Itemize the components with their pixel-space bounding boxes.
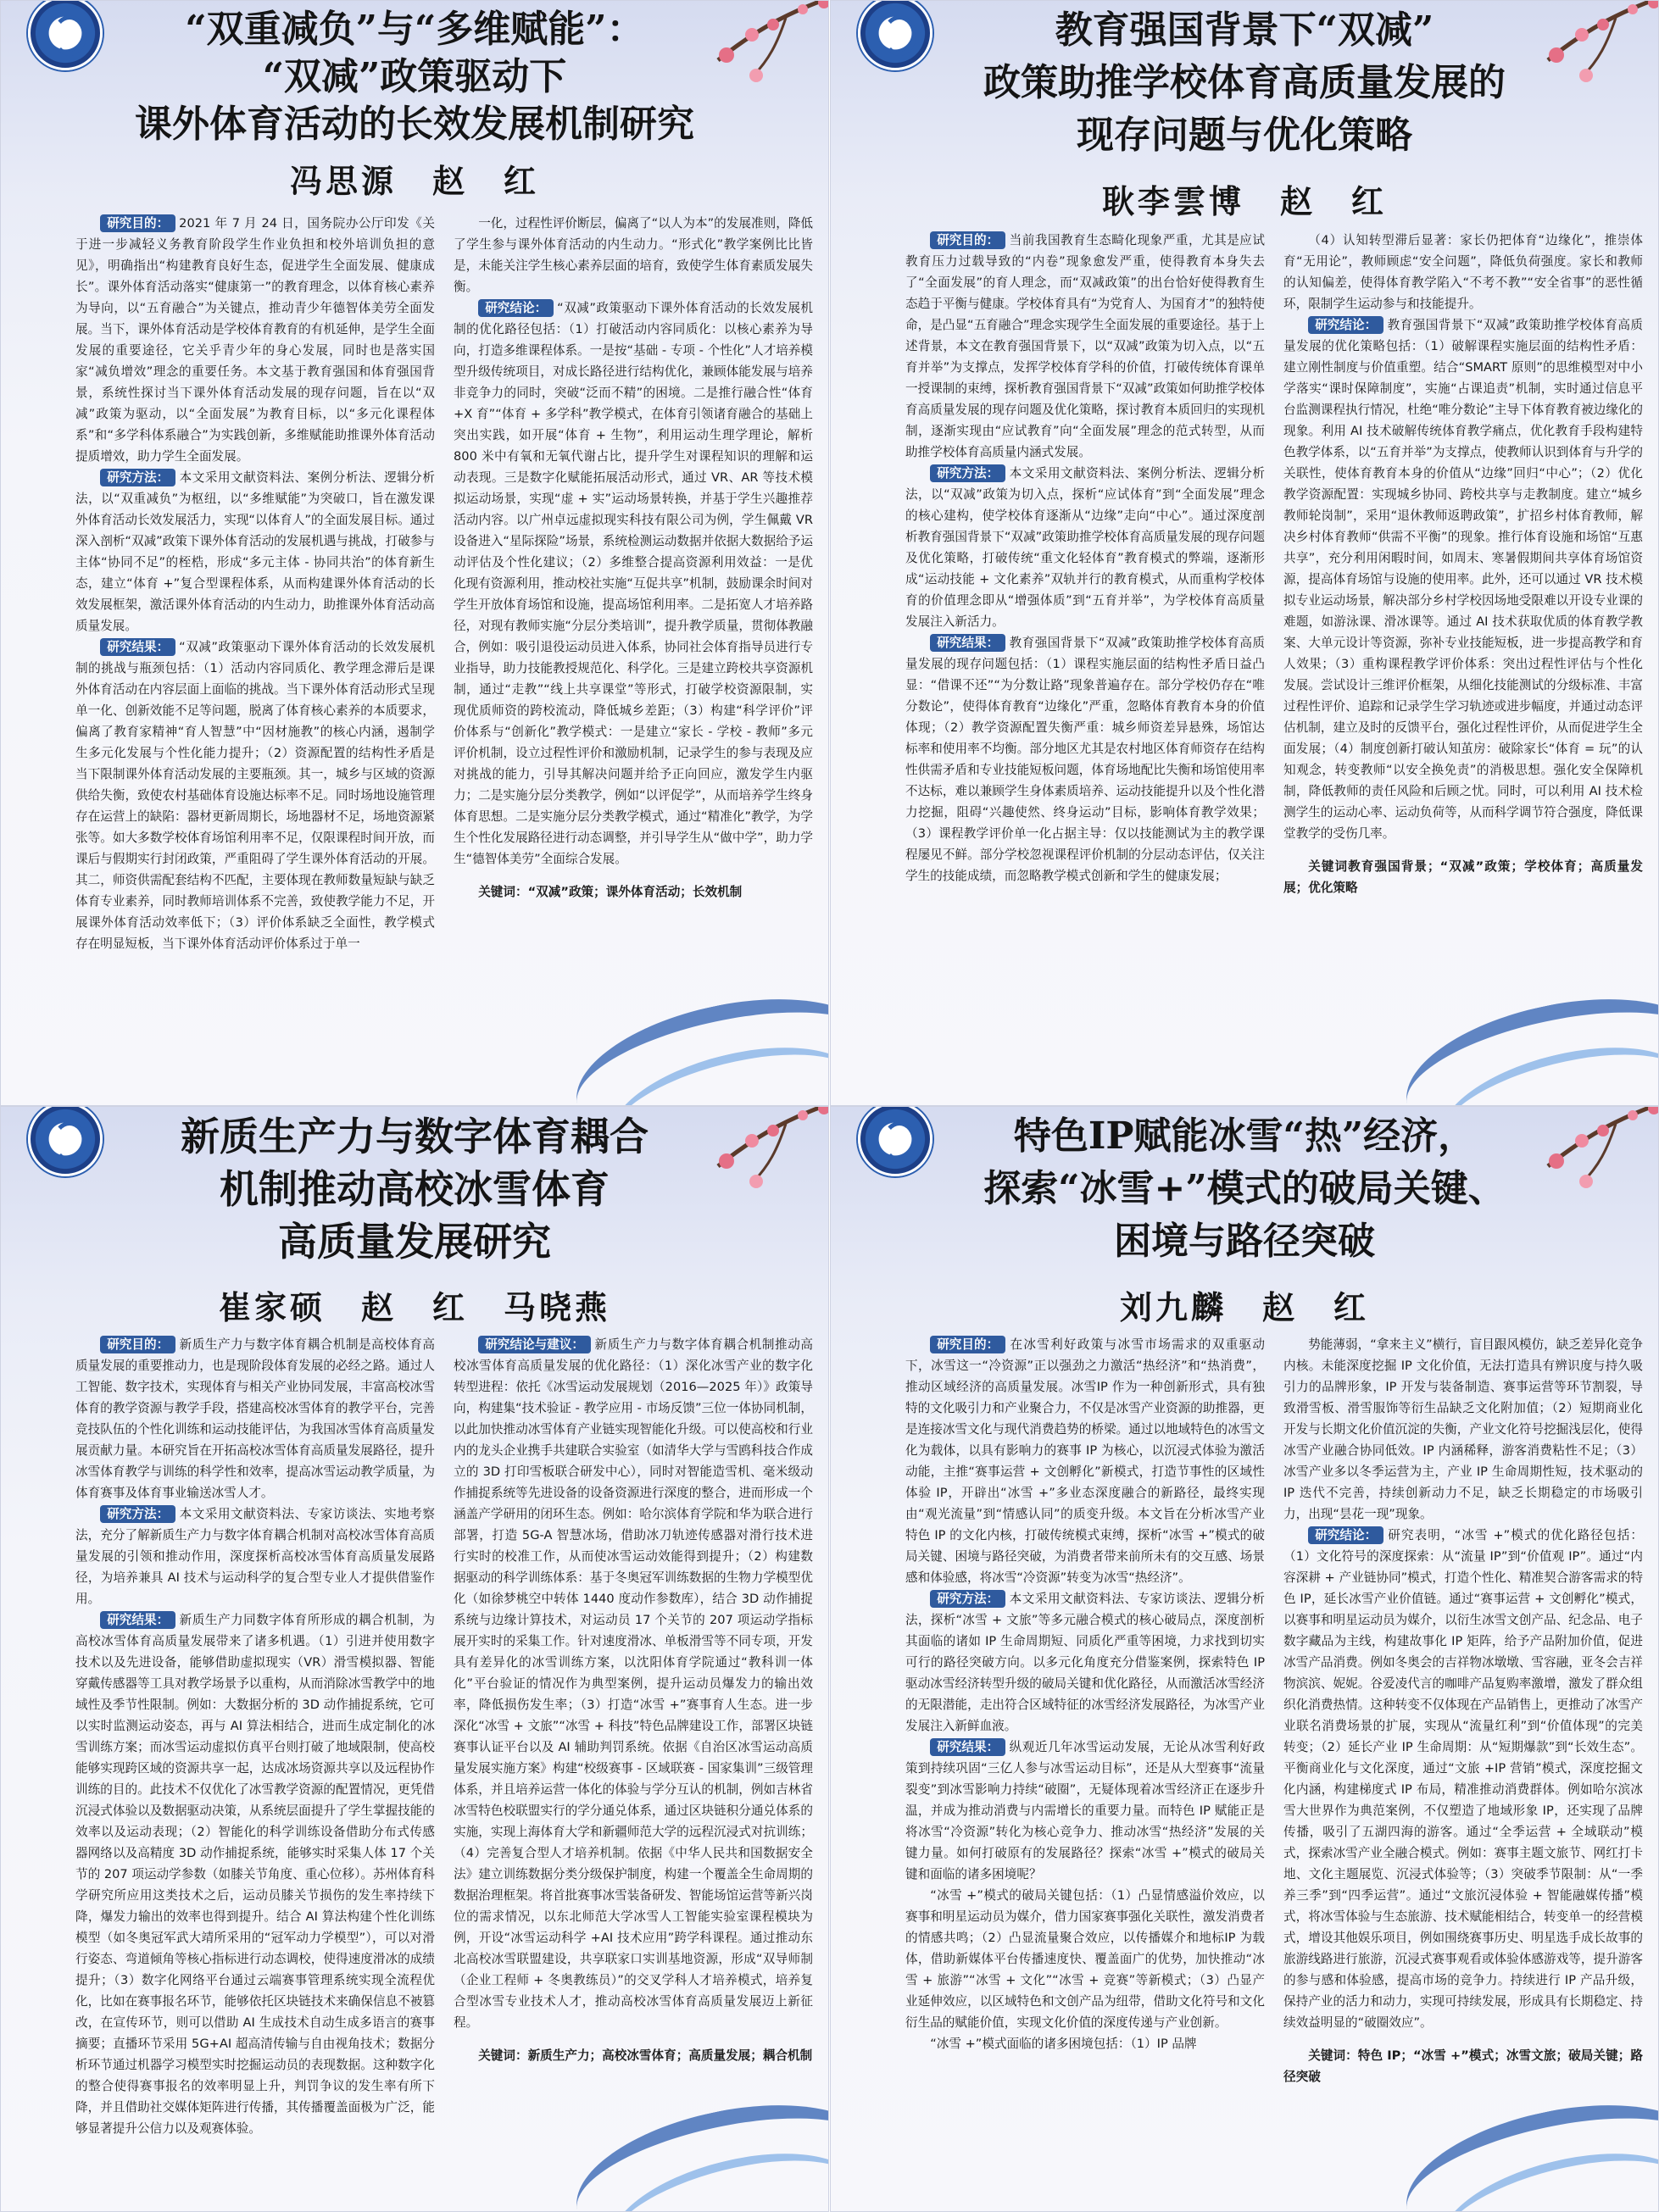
title-line: 课外体育活动的长效发展机制研究 (135, 103, 694, 146)
poster-panel-3 (0, 1106, 829, 2212)
abstract-paragraph (454, 213, 813, 297)
section-label: 研究结论： (1308, 1526, 1383, 1544)
poster-panel-1 (0, 0, 829, 1106)
abstract-body (75, 1334, 813, 2189)
abstract-body (905, 230, 1643, 1083)
section-label: 研究目的： (930, 231, 1005, 249)
paragraph-text: 本文采用文献资料法、专家访谈法、逻辑分析法，探析“冰雪 + 文旅”等多元融合模式的核心破局点，深度剖析其面临的诸如 IP 生命周期短、同质化严重等困境，力求找到切实可行的路径突破方向。以多元化角度充分借鉴案例，探索特色 IP 驱动冰雪经济转型升级的破局关键和优化路径，从而激活冰雪经济的无限潜能，走出符合区域特征的冰雪经济发展路径，为冰雪产业发展注入新鲜血液。 (905, 1592, 1265, 1733)
paragraph-text: 在冰雪利好政策与冰雪市场需求的双重驱动下，冰雪这一“冷资源”正以强劲之力激活“热经济”和“热消费”，推动区域经济的高质量发展。冰雪IP 作为一种创新形式，具有独特的文化吸引力和产业聚合力，不仅是冰雪产业资源的助推器，更是连接冰雪文化与现代消费趋势的桥梁。通过以地域特色的冰雪文化为载体，以具有影响力的赛事 IP 为核心，以沉浸式体验为激活动能，主推“赛事运营 + 文创孵化”新模式，打造节事性的区域性体验 IP，开辟出“冰雪 +”多业态深度融合的新路径，最终实现由“观光流量”到“情感认同”的质变升级。本文旨在分析冰雪产业特色 IP 的文化内核，打破传统模式束缚，探析“冰雪 +”模式的破局关键、困境与路径突破，为消费者带来前所未有的交互感、场景感和体验感，将冰雪“冷资源”转变为冰雪“热经济”。 (905, 1337, 1265, 1585)
paragraph-text: 本文采用文献资料法、案例分析法、逻辑分析法，以“双减”政策为切入点，探析“应试体育”到“全面发展”理念的核心建构，使学校体育逐渐从“边缘”走向“中心”。通过深度剖析教育强国背景下“双减”政策助推学校体育高质量发展的现存问题及优化策略，打破传统“重文化轻体育”教育模式的弊端，逐渐形成“运动技能 + 文化素养”双轨并行的教育模式，从而重构学校体育的价值理念即从“增强体质”到“五育并举”，为学校体育高质量发展注入新活力。 (905, 466, 1265, 629)
section-label: 研究结果： (930, 1738, 1005, 1756)
abstract-paragraph (905, 1588, 1265, 1737)
keywords (1283, 856, 1643, 898)
title-line: 困境与路径突破 (1114, 1220, 1375, 1263)
title-line: “双重减负”与“多维赋能”： (185, 8, 644, 51)
abstract-paragraph (75, 1334, 435, 1503)
abstract-paragraph (75, 213, 435, 467)
article-title (52, 1110, 777, 1268)
paragraph-text: 新质生产力同数字体育所形成的耦合机制，为高校冰雪体育高质量发展带来了诸多机遇。（1）引进并使用数字技术以及先进设备，能够借助虚拟现实（VR）滑雪模拟器、智能穿戴传感器等工具对教学场景予以重构，从而消除冰雪教学中的地域性及季节性限制。例如：大数据分析的 3D 动作捕捉系统，它可以实时监测运动姿态，再与 AI 算法相结合，进而生成定制化的冰雪训练方案；而冰雪运动虚拟仿真平台则打破了地域限制，使高校能够实现跨区域的资源共享一起，达成冰场资源共享以及远程协作训练的目的。此技术不仅优化了冰雪教学资源的配置情况，更凭借沉浸式体验以及数据驱动决策，从系统层面提升了学生掌握技能的效率以及运动表现；（2）智能化的科学训练设备借助分布式传感器网络以及高精度 3D 动作捕捉系统，能够实时采集人体 17 个关节的 207 项运动学参数（如膝关节角度、重心位移）。苏州体育科学研究所应用这类技术之后，运动员膝关节损伤的发生率持续下降，爆发力输出的效率也得到提升。结合 AI 算法构建个性化训练模型（如冬奥冠军武大靖所采用的“冠军动力学模型”），可以对滑行姿态、弯道倾角等核心指标进行动态调校，使得速度滑冰的成绩提升；（3）数字化网络平台通过云端赛事管理系统实现全流程优化，比如在赛事报名环节，能够依托区块链技术来确保信息不被篡改，在宣传环节，则可以借助 AI 生成技术自动生成多语言的赛事摘要；直播环节采用 5G+AI 超高清传输与自由视角技术；数据分析环节通过机器学习模型实时挖掘运动员的表现数据。这种数字化的整合使得赛事报名的效率明显上升，判罚争议的发生率有所下降，并且借助社交媒体矩阵进行传播，其传播覆盖面极为广泛，能够显著提升公信力以及观赛体验。 (75, 1613, 435, 2136)
article-title (52, 6, 777, 148)
text-column-left (905, 1334, 1265, 2189)
section-label: 研究目的： (100, 1336, 175, 1353)
section-label: 研究方法： (100, 469, 175, 486)
keywords (454, 881, 813, 903)
paragraph-text: 特色 IP；“冰雪 +”模式；冰雪文旅；破局关键；路径突破 (1283, 2048, 1643, 2084)
keywords-label: 关键词： (478, 2048, 528, 2063)
authors: 冯思源 赵 红 (289, 162, 539, 200)
keywords-label: 关键词： (1308, 2048, 1358, 2063)
title-line: 机制推动高校冰雪体育 (220, 1166, 610, 1212)
paragraph-text: （4）认知转型滞后显著：家长仍把体育“边缘化”，推崇体育“无用论”，教师顾虑“安全问题”，降低负荷强度。家长和教师的认知偏差，使得体育教学陷入“不考不教”“安全省事”的恶性循环，限制学生运动参与和技能提升。 (1283, 233, 1643, 311)
title-line: 新质生产力与数字体育耦合 (181, 1114, 649, 1159)
text-column-right (1283, 230, 1643, 1083)
abstract-body (75, 213, 813, 1083)
section-label: 研究结果： (100, 1611, 175, 1629)
section-label: 研究目的： (930, 1336, 1005, 1353)
keywords (454, 2045, 813, 2066)
section-label: 研究结果： (100, 638, 175, 656)
title-line: 政策助推学校体育高质量发展的 (983, 61, 1506, 104)
paragraph-text: 新质生产力与数字体育耦合机制推动高校冰雪体育高质量发展的优化路径：（1）深化冰雪产业的数字化转型进程：依托《冰雪运动发展规划（2016—2025 年）》政策导向，构建集“技术验证 - 教学应用 - 市场反馈”三位一体协同机制，以此加快推动冰雪体育产业链实现智能化升级。可以使高校和行业内的龙头企业携手共建联合实验室（如清华大学与雪鸥科技合作成立的 3D 打印雪板联合研发中心），同时对智能造雪机、毫米级动作捕捉系统等先进设备的设备资源进行深度的整合，进而形成一个涵盖产学研用的闭环生态。例如：哈尔滨体育学院和华为联合进行部署，打造 5G-A 智慧冰场，借助冰刀轨迹传感器对滑行技术进行实时的校准工作，从而使冰雪运动效能得到提升；（2）构建数据驱动的科学训练体系：基于冬奥冠军训练数据的生物力学模型优化（如徐梦桃空中转体 1440 度动作参数库），结合 3D 动作捕捉系统与边缘计算技术，对运动员 17 个关节的 207 项运动学指标展开实时的采集工作。针对速度滑冰、单板滑雪等不同专项，开发具有差异化的冰雪训练方案，以沈阳体育学院通过“教科训一体化”平台验证的情况作为典型案例，提升运动员爆发力的输出效率，降低损伤发生率；（3）打造“冰雪 +”赛事育人生态。进一步深化“冰雪 + 文旅”“冰雪 + 科技”特色品牌建设工作，部署区块链赛事认证平台以及 AI 辅助判罚系统。依据《自治区冰雪运动高质量发展实施方案》构建“校级赛事 - 区域联赛 - 国家集训”三级管理体系，并且培养运营一体化的体验与学分互认的机制，例如吉林省冰雪特色校联盟实行的学分通兑体系，通过区块链积分通兑体系的实施，实现上海体育大学和新疆师范大学的远程沉浸式对抗训练；（4）完善复合型人才培养机制。依据《中华人民共和国数据安全法》建立训练数据分类分级保护制度，构建一个覆盖全生命周期的数据治理框架。将首批赛事冰雪装备研发、智能场馆运营等新兴岗位的需求情况，以东北师范大学冰雪人工智能实验室课程模块为例，开设“冰雪运动科学 +AI 技术应用”跨学科课程。通过推动东北高校冰雪联盟建设，共享联家口实训基地资源，形成“双导师制（企业工程师 + 冬奥教练员）”的交叉学科人才培养模式，培养复合型冰雪专业技术人才，推动高校冰雪体育高质量发展迈上新征程。 (454, 1337, 813, 2030)
article-title (882, 4, 1607, 162)
abstract-paragraph (75, 1503, 435, 1609)
section-label: 研究方法： (930, 464, 1005, 482)
abstract-paragraph (75, 1609, 435, 2139)
authors: 耿李雲博 赵 红 (1101, 182, 1387, 220)
paragraph-text: 当前我国教育生态畸化现象严重，尤其是应试教育压力过载导致的“内卷”现象愈发严重，使得教育本身失去了“全面发展”的育人理念，而“双减政策”的出台恰好使得教育生态趋于平衡与健康。学校体育具有“为党育人、为国育才”的独特使命，是凸显“五育融合”理念实现学生全面发展的重要途径。基于上述背景，本文在教育强国背景下，以“双减”政策为切入点，以“五育并举”为支撑点，发挥学校体育学科的价值，打破传统体育课单一授课制的束缚，探析教育强国背景下“双减”政策如何助推学校体育高质量发展的现存问题及优化策略，探讨教育本质回归的实现机制，逐渐实现由“应试教育”向“全面发展”理念的范式转型，从而助推学校体育高质量内涵式发展。 (905, 233, 1265, 459)
authors: 刘九麟 赵 红 (1119, 1288, 1369, 1326)
paragraph-text: 新质生产力；高校冰雪体育；高质量发展；耦合机制 (527, 2048, 813, 2063)
abstract-paragraph (905, 1334, 1265, 1588)
abstract-paragraph (75, 467, 435, 636)
section-label: 研究结论： (1308, 316, 1383, 334)
abstract-paragraph (1283, 314, 1643, 844)
abstract-paragraph (905, 632, 1265, 886)
paragraph-text: 教育强国背景；“双减”政策；学校体育；高质量发展；优化策略 (1283, 859, 1643, 895)
keywords (1283, 2045, 1643, 2087)
abstract-paragraph (905, 1885, 1265, 2033)
title-line: 探索“冰雪+”模式的破局关键、 (983, 1167, 1506, 1210)
section-label: 研究结论： (478, 299, 554, 317)
abstract-paragraph (1283, 230, 1643, 314)
section-label: 研究方法： (100, 1505, 175, 1523)
title-line: 特色IP赋能冰雪“热”经济， (1013, 1114, 1476, 1158)
abstract-paragraph (905, 463, 1265, 632)
paragraph-text: “冰雪 +”模式的破局关键包括：（1）凸显情感溢价效应，以赛事和明星运动员为媒介，借力国家赛事强化关联性，激发消费者的情感共鸣；（2）凸显流量聚合效应，以传播媒介和地标IP 为载体，借助新媒体平台传播速度快、覆盖面广的优势，加快推动“冰雪 + 旅游”“冰雪 + 文化”“冰雪 + 竞赛”等新模式；（3）凸显产业延伸效应，以区域特色和文创产品为纽带，借助文化符号和文化衍生品的赋能价值，实现文化价值的深度传递与产业创新。 (905, 1888, 1265, 2030)
abstract-paragraph (1283, 1525, 1643, 2033)
section-label: 研究结论与建议： (478, 1336, 591, 1353)
title-line: 现存问题与优化策略 (1077, 114, 1412, 157)
section-label: 研究结果： (930, 634, 1005, 652)
abstract-paragraph (75, 636, 435, 954)
paragraph-text: 本文采用文献资料法、案例分析法、逻辑分析法，以“双重减负”为枢纽，以“多维赋能”为突破口，旨在激发课外体育活动长效发展活力，实现“以体育人”的全面发展目标。通过深入剖析“双减”政策下课外体育活动的发展机遇与挑战，打破参与主体“协同不足”的桎梏，形成“多元主体 - 协同共治”的体育新生态，建立“体育 +”复合型课程体系，从而构建课外体育活动的长效发展框架，激活课外体育活动的内生动力，助推课外体育活动高质量发展。 (75, 470, 435, 633)
paragraph-text: “冰雪 +”模式面临的诸多困境包括：（1）IP 品牌 (930, 2037, 1197, 2051)
paragraph-text: 教育强国背景下“双减”政策助推学校体育高质量发展的现存问题包括：（1）课程实施层面的结构性矛盾日益凸显：“借课不还”“为分数让路”现象普遍存在。部分学校仍存在“唯分数论”，使得体育教育“边缘化”严重，忽略体育教育本身的价值体现；（2）教学资源配置失衡严重：城乡师资差异悬殊，场馆达标率和使用率不均衡。部分地区尤其是农村地区体育师资存在结构性供需矛盾和专业技能短板问题，体育场地配比失衡和场馆使用率不达标，难以兼顾学生身体素质培养、运动技能提升以及个性化潜力挖掘，阻碍“兴趣使然、终身运动”目标，影响体育教学效果；（3）课程教学评价单一化占据主导：仅以技能测试为主的教学课程屡见不鲜。部分学校忽视课程评价机制的分层动态评估，仅关注学生的技能成绩，而忽略教学模式创新和学生的健康发展； (905, 636, 1265, 883)
abstract-paragraph (454, 1334, 813, 2033)
paragraph-text: 研究表明，“冰雪 +”模式的优化路径包括：（1）文化符号的深度探索：从“流量 IP”到“价值观 IP”。通过“内容深耕 + 产业链协同”模式，打造个性化、精准契合游客需求的特色 IP，延长冰雪产业价值链。通过“赛事运营 + 文创孵化”模式，以赛事和明星运动员为媒介，以衍生冰雪文创产品、纪念品、电子数字藏品为主线，构建故事化 IP 矩阵，给予产品附加价值，促进冰雪产品消费。例如冬奥会的吉祥物冰墩墩、雪容融，亚冬会吉祥物滨滨、妮妮。谷爱凌代言的咖啡产品复购率激增，激发了群众组织化消费热情。这种转变不仅体现在产品销售上，更推动了冰雪产业联名消费场景的扩展，实现从“流量红利”到“价值体现”的完美转变；（2）延长产业 IP 生命周期：从“短期爆款”到“长效生态”。平衡商业化与文化深度，通过“文旅 +IP 营销”模式，深度挖掘文化内涵，构建梯度式 IP 布局，精准推动消费群体。例如哈尔滨冰雪大世界作为典范案例，不仅塑造了地域形象 IP，还实现了品牌传播，吸引了五湖四海的游客。通过“全季运营 + 全域联动”模式，探索冰雪产业全融合模式。例如：赛事主题文旅节、网红打卡地、文化主题展览、沉浸式体验等；（3）突破季节限制：从“一季养三季”到“四季运营”。通过“文旅沉浸体验 + 智能融媒传播”模式，将冰雪体验与生态旅游、技术赋能相结合，转变单一的经营模式，增设其他娱乐项目，例如围绕赛事历史、明星选手成长故事的旅游线路进行旅游，沉浸式赛事观看或体验体感游戏等，提升游客的参与感和体验感，提高市场的竞争力。持续进行 IP 产品升级，保持产业的活力和动力，实现可持续发展，形成具有长期稳定、持续效益明显的“破圈效应”。 (1283, 1528, 1643, 2030)
text-column-right (454, 1334, 813, 2189)
text-column-right (1283, 1334, 1643, 2189)
abstract-body (905, 1334, 1643, 2189)
title-line: “双减”政策驱动下 (262, 55, 567, 98)
paragraph-text: 2021 年 7 月 24 日，国务院办公厅印发《关于进一步减轻义务教育阶段学生作业负担和校外培训负担的意见》，明确指出“构建教育良好生态，促进学生全面发展、健康成长”。课外体育活动落实“健康第一”的教育理念，以体育核心素养为导向，以“五育融合”为关键点，推动青少年德智体美劳全面发展。当下，课外体育活动是学校体育教育的有机延伸，是学生全面发展的重要途径，它关乎青少年的身心发展，同时也是落实国家“减负增效”理念的重要任务。本文基于教育强国和体育强国背景，系统性探讨当下课外体育活动发展的现存问题，旨在以“双减”政策为驱动，以“全面发展”为教育目标，以“多元化课程体系”和“多学科体系融合”为实践创新，多维赋能助推课外体育活动提质增效，助力学生全面发展。 (75, 216, 435, 464)
text-column-left (75, 1334, 435, 2189)
paragraph-text: 势能薄弱，“拿来主义”横行，盲目跟风模仿，缺乏差异化竞争内核。未能深度挖掘 IP 文化价值，无法打造具有辨识度与持久吸引力的品牌形象，IP 开发与装备制造、赛事运营等环节割裂，导致滑雪板、滑雪服饰等衍生品缺乏文化附加值；（2）短期商业化开发与长期文化价值沉淀的失衡，产业文化符号挖掘浅层化，使得冰雪产业融合协同低效。IP 内涵稀释，游客消费粘性不足；（3）冰雪产业多以冬季运营为主，产业 IP 生命周期性短，技术驱动的 IP 迭代不完善，持续创新动力不足，缺乏长期稳定的市场吸引力，出现“昙花一现”现象。 (1283, 1337, 1643, 1521)
title-line: 高质量发展研究 (278, 1219, 551, 1264)
paragraph-text: 新质生产力与数字体育耦合机制是高校体育高质量发展的重要推动力，也是现阶段体育发展的必经之路。通过人工智能、数字技术，实现体育与相关产业协同发展，丰富高校冰雪体育的教学资源与教学手段，搭建高校冰雪体育的教学平台，完善竞技队伍的个性化训练和运动技能评估，为我国冰雪体育高质量发展贡献力量。本研究旨在开拓高校冰雪体育高质量发展路径，提升冰雪体育教学与训练的科学性和效率，提高冰雪运动教学质量，为体育赛事及体育事业输送冰雪人才。 (75, 1337, 435, 1500)
keywords-label: 关键词： (478, 885, 528, 899)
paragraph-text: “双减”政策驱动下课外体育活动的长效发展机制的优化路径包括：（1）打破活动内容同质化：以核心素养为导向，打造多维课程体系。一是按“基础 - 专项 - 个性化”人才培养模型升级传统项目，对成长路径进行结构优化，兼顾体能发展与培养非竞争力的同时，突破“泛而不精”的困境。二是推行融合性“体育 +X 育”“体育 + 多学科”教学模式，在体育引领诸育融合的基础上突出实践，如开展“体育 + 生物”，利用运动生理学理论，解析 800 米中有氧和无氧代谢占比，提升学生对课程知识的理解和运动表现。三是数字化赋能拓展活动形式，通过 VR、AR 等技术模拟运动场景，实现“虚 + 实”运动场景转换，并基于学生兴趣推荐活动内容。以广州卓远虚拟现实科技有限公司为例，学生佩戴 VR 设备进入“星际探险”场景，系统检测运动数据并依据大数据给予运动评估及个性化建议；（2）多维整合提高资源利用效益：一是优化现有资源利用，推动校社实施“互促共享”机制，鼓励课余时间对学生开放体育场馆和设施，提高场馆利用率。二是拓宽人才培养路径，对现有教师实施“分层分类培训”，提升教学质量，贯彻体教融合，例如：吸引退役运动员进入体系，协同社会体育指导员进行专业指导，助力技能教授规范化、科学化。三是建立跨校共享资源机制，通过“走教”“线上共享课堂”等形式，打破学校资源限制，实现优质师资的跨校流动，降低城乡差距；（3）构建“科学评价”评价体系与“创新化”教学模式：一是建立“家长 - 学校 - 教师”多元评价机制，设立过程性评价和激励机制，记录学生的参与表现及应对挑战的能力，引导其解决问题并给予正向回应，激发学生内驱力；二是实施分层分类教学，例如“以评促学”，从而培养学生终身体育思想。二是实施分层分类教学模式，通过“精准化”教学，为学生个性化发展路径进行动态调整，并引导学生从“做中学”，助力学生“德智体美劳”全面综合发展。 (454, 301, 813, 866)
title-line: 教育强国背景下“双减” (1055, 8, 1434, 52)
paragraph-text: “双减”政策驱动下课外体育活动的长效发展机制的挑战与瓶颈包括：（1）活动内容同质化、教学理念滞后是课外体育活动在内容层面上面临的挑战。当下课外体育活动形式呈现单一化、创新效能不足等问题，脱离了体育核心素养的本质要求，偏离了教育家精神“育人智慧”中“因材施教”的核心内涵，遏制学生多元化发展与个性化能力提升；（2）资源配置的结构性矛盾是当下限制课外体育活动发展的主要瓶颈。其一，城乡与区域的资源供给失衡，致使农村基础体育设施达标率不足。同时场地设施管理存在运营上的缺陷：器材更新周期长，场地器材不足，场地资源紧张等。如大多数学校体育场馆利用率不足，仅限课程时间开放，而课后与假期实行封闭政策，严重阻碍了学生课外体育活动的开展。其二，师资供需配套结构不匹配，主要体现在教师数量短缺与缺乏体育专业素养，同时教师培训体系不完善，致使教学能力不足，开展课外体育活动效率低下；（3）评价体系缺乏全面性，教学模式存在明显短板，当下课外体育活动评价体系过于单一 (75, 640, 435, 951)
text-column-left (75, 213, 435, 1083)
paragraph-text: “双减”政策；课外体育活动；长效机制 (527, 885, 743, 899)
section-label: 研究目的： (100, 214, 175, 232)
poster-panel-4 (830, 1106, 1659, 2212)
section-label: 研究方法： (930, 1590, 1005, 1608)
article-title (882, 1110, 1607, 1268)
text-column-left (905, 230, 1265, 1083)
abstract-paragraph (905, 230, 1265, 463)
abstract-paragraph (1283, 1334, 1643, 1525)
abstract-paragraph (454, 297, 813, 870)
poster-panel-2 (830, 0, 1659, 1106)
authors: 崔家硕 赵 红 马晓燕 (218, 1288, 610, 1326)
keywords-label: 关键词 (1308, 859, 1349, 874)
paragraph-text: 一化，过程性评价断层，偏离了“以人为本”的发展准则，降低了学生参与课外体育活动的内生动力。“形式化”教学案例比比皆是，未能关注学生核心素养层面的培育，致使学生体育素质发展失衡。 (454, 216, 813, 294)
text-column-right (454, 213, 813, 1083)
paragraph-text: 本文采用文献资料法、专家访谈法、实地考察法，充分了解新质生产力与数字体育耦合机制对高校冰雪体育高质量发展的引领和推动作用，深度探析高校冰雪体育高质量发展路径，为培养兼具 AI 技术与运动科学的复合型专业人才提供借鉴作用。 (75, 1507, 435, 1606)
paragraph-text: 教育强国背景下“双减”政策助推学校体育高质量发展的优化策略包括：（1）破解课程实施层面的结构性矛盾：建立刚性制度与价值重塑。结合“SMART 原则”的思维模型对中小学落实“课时保障制度”，实施“占课追责”机制，实时通过信息平台监测课程执行情况，杜绝“唯分数论”主导下体育教育被边缘化的现象。利用 AI 技术破解传统体育教学痛点，优化教育手段构建特色教学体系，以“五育并举”为支撑点，使教师认识到体育与升学的关联性，使体育教育本身的价值从“边缘”回归“中心”；（2）优化教学资源配置：实现城乡协同、跨校共享与走教制度。建立“城乡教师轮岗制”，采用“退休教师返聘政策”，扩招乡村体育教师，解决乡村体育教师“供需不平衡”的现象。推行体育设施和场馆“互惠共享”，充分利用闲暇时间，如周末、寒暑假期间共享体育场馆资源，提高体育场馆与设施的使用率。此外，还可以通过 VR 技术模拟专业运动场景，解决部分乡村学校因场地受限难以开设专业课的难题，如游泳课、滑冰课等。通过 AI 技术获取优质的体育教学教案、大单元设计等资源，弥补专业技能短板，进一步提高教学和育人效果；（3）重构课程教学评价体系：突出过程性评估与个性化发展。尝试设计三维评价框架，从细化技能测试的分级标准、丰富过程性评价、追踪和记录学生学习轨迹或进步幅度，并通过动态评估机制，建立及时的反馈平台，强化过程性评价，从而促进学生全面发展；（4）制度创新打破认知茧房：破除家长“体育 = 玩”的认知观念，转变教师“以安全换免责”的消极思想。强化安全保障机制，降低教师的责任风险和后顾之忧。同时，可以利用 AI 技术检测学生的运动心率、运动负荷等，从而科学调节符合强度，降低课堂教学的受伤几率。 (1283, 318, 1643, 841)
paragraph-text: 纵观近几年冰雪运动发展，无论从冰雪利好政策到持续巩固“三亿人参与冰雪运动目标”，还是从大型赛事“流量裂变”到冰雪影响力持续“破圈”，无疑体现着冰雪经济正在逐步升温，并成为推动消费与内需增长的重要力量。而特色 IP 赋能正是将冰雪“冷资源”转化为核心竞争力、推动冰雪“热经济”发展的关键力量。如何打破原有的发展路径？探索“冰雪 +”模式的破局关键和面临的诸多困境呢？ (905, 1740, 1265, 1881)
abstract-paragraph (905, 2033, 1265, 2054)
abstract-paragraph (905, 1737, 1265, 1885)
